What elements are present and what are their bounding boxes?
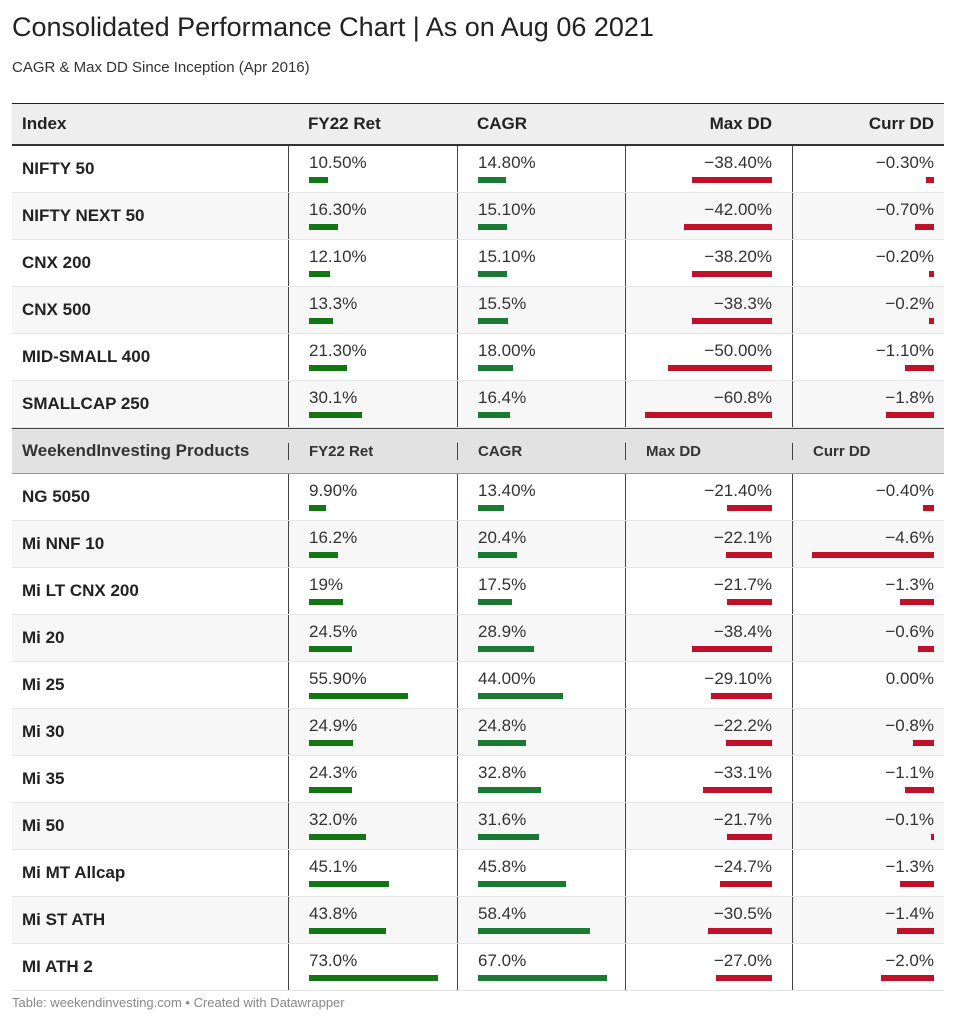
value-curr-dd: −0.70%: [875, 200, 934, 219]
cell-curr-dd: [792, 615, 944, 661]
row-name: MI ATH 2: [22, 957, 93, 976]
value-curr-dd: −1.3%: [885, 857, 934, 876]
row-name: Mi 20: [22, 628, 65, 647]
bar-cagr: [478, 177, 506, 183]
value-max-dd: −30.5%: [713, 904, 772, 923]
value-curr-dd: −1.4%: [885, 904, 934, 923]
value-fy22-ret: 21.30%: [309, 341, 367, 360]
cell-curr-dd: [792, 146, 944, 192]
cell-cagr: [457, 568, 625, 614]
cell-max-dd: [625, 897, 792, 943]
cell-fy22-ret: [288, 662, 457, 708]
cell-fy22-ret: [288, 944, 457, 990]
value-curr-dd: −0.20%: [875, 247, 934, 266]
cell-max-dd: [625, 850, 792, 896]
cell-fy22-ret: [288, 521, 457, 567]
bar-cagr: [478, 693, 563, 699]
bar-curr-dd: [915, 224, 934, 230]
bar-cagr: [478, 599, 512, 605]
value-cagr: 18.00%: [478, 341, 536, 360]
value-curr-dd: −0.1%: [885, 810, 934, 829]
bar-max-dd: [645, 412, 772, 418]
cell-curr-dd: [792, 850, 944, 896]
value-max-dd: −38.3%: [713, 294, 772, 313]
bar-fy22-ret: [309, 834, 366, 840]
bar-fy22-ret: [309, 881, 389, 887]
value-fy22-ret: 16.2%: [309, 528, 358, 547]
bar-cagr: [478, 928, 590, 934]
value-fy22-ret: 24.5%: [309, 622, 358, 641]
cell-cagr: [457, 521, 625, 567]
value-curr-dd: −1.1%: [885, 763, 934, 782]
value-curr-dd: −2.0%: [885, 951, 934, 970]
value-fy22-ret: 55.90%: [309, 669, 367, 688]
products-subheader: [12, 428, 944, 474]
table-row: [12, 240, 944, 287]
table-row: [12, 146, 944, 193]
cell-cagr: [457, 334, 625, 380]
bar-max-dd: [726, 552, 772, 558]
bar-curr-dd: [886, 412, 934, 418]
subheader-fy22-ret: FY22 Ret: [288, 443, 457, 460]
cell-curr-dd: [792, 568, 944, 614]
value-max-dd: −60.8%: [713, 388, 772, 407]
cell-max-dd: [625, 944, 792, 990]
row-name: MID-SMALL 400: [22, 347, 151, 366]
table-row: [12, 662, 944, 709]
bar-max-dd: [711, 693, 772, 699]
row-name: NIFTY NEXT 50: [22, 206, 145, 225]
bar-max-dd: [692, 318, 772, 324]
cell-cagr: [457, 381, 625, 427]
table-row: [12, 381, 944, 428]
cell-max-dd: [625, 381, 792, 427]
value-max-dd: −24.7%: [713, 857, 772, 876]
bar-fy22-ret: [309, 177, 328, 183]
value-curr-dd: −1.8%: [885, 388, 934, 407]
value-max-dd: −38.40%: [704, 153, 772, 172]
cell-fy22-ret: [288, 474, 457, 520]
value-curr-dd: −1.3%: [885, 575, 934, 594]
bar-cagr: [478, 271, 507, 277]
bar-fy22-ret: [309, 787, 352, 793]
value-fy22-ret: 73.0%: [309, 951, 358, 970]
value-cagr: 28.9%: [478, 622, 527, 641]
cell-cagr: [457, 897, 625, 943]
value-fy22-ret: 16.30%: [309, 200, 367, 219]
value-curr-dd: 0.00%: [885, 669, 934, 688]
cell-fy22-ret: [288, 615, 457, 661]
bar-cagr: [478, 505, 504, 511]
value-curr-dd: −1.10%: [875, 341, 934, 360]
value-max-dd: −21.40%: [704, 481, 772, 500]
row-name: Mi MT Allcap: [22, 863, 126, 882]
cell-curr-dd: [792, 756, 944, 802]
cell-curr-dd: [792, 944, 944, 990]
bar-curr-dd: [918, 646, 934, 652]
header-cagr[interactable]: CAGR: [477, 114, 528, 133]
bar-fy22-ret: [309, 505, 326, 511]
value-curr-dd: −4.6%: [885, 528, 934, 547]
row-name: SMALLCAP 250: [22, 394, 150, 413]
bar-fy22-ret: [309, 318, 333, 324]
cell-cagr: [457, 850, 625, 896]
cell-max-dd: [625, 803, 792, 849]
bar-max-dd: [726, 740, 772, 746]
cell-fy22-ret: [288, 709, 457, 755]
table-row: [12, 521, 944, 568]
bar-max-dd: [703, 787, 772, 793]
value-max-dd: −50.00%: [704, 341, 772, 360]
table-row: [12, 615, 944, 662]
value-curr-dd: −0.8%: [885, 716, 934, 735]
bar-max-dd: [716, 975, 772, 981]
cell-curr-dd: [792, 240, 944, 286]
value-fy22-ret: 19%: [309, 575, 344, 594]
row-name: Mi 25: [22, 675, 65, 694]
value-max-dd: −27.0%: [713, 951, 772, 970]
value-cagr: 17.5%: [478, 575, 527, 594]
cell-max-dd: [625, 193, 792, 239]
bar-fy22-ret: [309, 693, 408, 699]
bar-fy22-ret: [309, 224, 338, 230]
bar-max-dd: [692, 177, 772, 183]
bar-curr-dd: [931, 834, 934, 840]
header-fy22-ret[interactable]: FY22 Ret: [308, 114, 381, 133]
bar-fy22-ret: [309, 599, 343, 605]
bar-cagr: [478, 552, 517, 558]
table-row: [12, 944, 944, 991]
row-name: NIFTY 50: [22, 159, 95, 178]
cell-curr-dd: [792, 803, 944, 849]
cell-cagr: [457, 615, 625, 661]
value-max-dd: −42.00%: [704, 200, 772, 219]
bar-fy22-ret: [309, 552, 338, 558]
bar-cagr: [478, 646, 534, 652]
row-name: Mi 30: [22, 722, 65, 741]
row-name: CNX 500: [22, 300, 91, 319]
bar-curr-dd: [900, 599, 934, 605]
bar-curr-dd: [923, 505, 934, 511]
cell-fy22-ret: [288, 568, 457, 614]
bar-curr-dd: [926, 177, 934, 183]
value-fy22-ret: 24.3%: [309, 763, 358, 782]
bar-max-dd: [692, 646, 772, 652]
cell-cagr: [457, 193, 625, 239]
value-fy22-ret: 24.9%: [309, 716, 358, 735]
value-fy22-ret: 12.10%: [309, 247, 367, 266]
value-cagr: 31.6%: [478, 810, 527, 829]
bar-curr-dd: [881, 975, 934, 981]
value-cagr: 44.00%: [478, 669, 536, 688]
value-fy22-ret: 10.50%: [309, 153, 367, 172]
cell-max-dd: [625, 521, 792, 567]
cell-cagr: [457, 756, 625, 802]
footer-credit: Table: weekendinvesting.com • Created with Datawrapper: [12, 995, 345, 1010]
cell-cagr: [457, 709, 625, 755]
value-fy22-ret: 9.90%: [309, 481, 358, 500]
row-name: Mi NNF 10: [22, 534, 105, 553]
table-row: [12, 803, 944, 850]
cell-max-dd: [625, 287, 792, 333]
cell-curr-dd: [792, 709, 944, 755]
cell-cagr: [457, 240, 625, 286]
cell-curr-dd: [792, 193, 944, 239]
bar-cagr: [478, 412, 510, 418]
value-cagr: 15.5%: [478, 294, 527, 313]
value-cagr: 13.40%: [478, 481, 536, 500]
cell-max-dd: [625, 568, 792, 614]
performance-table: [12, 103, 944, 991]
value-cagr: 15.10%: [478, 200, 536, 219]
row-name: Mi ST ATH: [22, 910, 106, 929]
bar-curr-dd: [900, 881, 934, 887]
bar-curr-dd: [913, 740, 934, 746]
bar-fy22-ret: [309, 365, 347, 371]
bar-cagr: [478, 224, 507, 230]
bar-curr-dd: [929, 271, 934, 277]
value-max-dd: −29.10%: [704, 669, 772, 688]
value-curr-dd: −0.30%: [875, 153, 934, 172]
cell-fy22-ret: [288, 803, 457, 849]
cell-max-dd: [625, 474, 792, 520]
value-max-dd: −38.20%: [704, 247, 772, 266]
bar-cagr: [478, 740, 526, 746]
cell-cagr: [457, 662, 625, 708]
bar-max-dd: [684, 224, 772, 230]
table-header: [12, 104, 944, 146]
table-row: [12, 474, 944, 521]
subheader-cagr: CAGR: [457, 443, 625, 460]
cell-fy22-ret: [288, 287, 457, 333]
row-name: CNX 200: [22, 253, 91, 272]
table-row: [12, 756, 944, 803]
table-row: [12, 709, 944, 756]
value-cagr: 14.80%: [478, 153, 536, 172]
table-row: [12, 287, 944, 334]
index-rows: [12, 146, 944, 428]
bar-fy22-ret: [309, 412, 362, 418]
bar-cagr: [478, 881, 566, 887]
table-row: [12, 897, 944, 944]
value-max-dd: −22.2%: [713, 716, 772, 735]
bar-fy22-ret: [309, 928, 386, 934]
cell-curr-dd: [792, 662, 944, 708]
value-cagr: 45.8%: [478, 857, 527, 876]
value-fy22-ret: 30.1%: [309, 388, 358, 407]
header-max-dd[interactable]: Max DD: [709, 114, 772, 133]
value-cagr: 24.8%: [478, 716, 527, 735]
value-max-dd: −22.1%: [713, 528, 772, 547]
bar-max-dd: [727, 599, 772, 605]
value-cagr: 20.4%: [478, 528, 527, 547]
cell-cagr: [457, 287, 625, 333]
cell-fy22-ret: [288, 334, 457, 380]
table-row: [12, 850, 944, 897]
cell-cagr: [457, 474, 625, 520]
bar-cagr: [478, 975, 607, 981]
cell-fy22-ret: [288, 850, 457, 896]
cell-max-dd: [625, 334, 792, 380]
bar-curr-dd: [897, 928, 934, 934]
cell-curr-dd: [792, 897, 944, 943]
value-fy22-ret: 45.1%: [309, 857, 358, 876]
bar-max-dd: [727, 834, 772, 840]
cell-curr-dd: [792, 287, 944, 333]
cell-fy22-ret: [288, 146, 457, 192]
cell-fy22-ret: [288, 193, 457, 239]
value-max-dd: −21.7%: [713, 575, 772, 594]
cell-curr-dd: [792, 521, 944, 567]
row-name: NG 5050: [22, 487, 91, 506]
cell-max-dd: [625, 662, 792, 708]
value-cagr: 67.0%: [478, 951, 527, 970]
cell-fy22-ret: [288, 897, 457, 943]
bar-cagr: [478, 834, 539, 840]
bar-fy22-ret: [309, 740, 353, 746]
cell-cagr: [457, 803, 625, 849]
table-row: [12, 193, 944, 240]
subheader-curr-dd: Curr DD: [792, 443, 944, 460]
cell-cagr: [457, 146, 625, 192]
bar-fy22-ret: [309, 646, 352, 652]
bar-cagr: [478, 365, 513, 371]
cell-curr-dd: [792, 474, 944, 520]
cell-curr-dd: [792, 334, 944, 380]
subheader-products: WeekendInvesting Products: [22, 441, 250, 460]
bar-max-dd: [727, 505, 772, 511]
cell-max-dd: [625, 756, 792, 802]
value-curr-dd: −0.6%: [885, 622, 934, 641]
bar-max-dd: [668, 365, 772, 371]
cell-max-dd: [625, 709, 792, 755]
cell-fy22-ret: [288, 381, 457, 427]
bar-max-dd: [692, 271, 772, 277]
bar-curr-dd: [905, 787, 934, 793]
bar-max-dd: [708, 928, 772, 934]
value-fy22-ret: 43.8%: [309, 904, 358, 923]
bar-curr-dd: [929, 318, 934, 324]
table-row: [12, 568, 944, 615]
cell-cagr: [457, 944, 625, 990]
bar-max-dd: [720, 881, 772, 887]
cell-fy22-ret: [288, 756, 457, 802]
cell-fy22-ret: [288, 240, 457, 286]
bar-cagr: [478, 787, 541, 793]
chart-title: Consolidated Performance Chart | As on Aug 06 2021: [12, 12, 654, 42]
value-cagr: 32.8%: [478, 763, 527, 782]
bar-fy22-ret: [309, 975, 438, 981]
chart-subtitle: CAGR & Max DD Since Inception (Apr 2016): [12, 59, 310, 76]
bar-cagr: [478, 318, 508, 324]
value-max-dd: −38.4%: [713, 622, 772, 641]
bar-curr-dd: [812, 552, 934, 558]
subheader-max-dd: Max DD: [625, 443, 792, 460]
cell-curr-dd: [792, 381, 944, 427]
value-curr-dd: −0.2%: [885, 294, 934, 313]
value-cagr: 16.4%: [478, 388, 527, 407]
cell-max-dd: [625, 240, 792, 286]
value-cagr: 58.4%: [478, 904, 527, 923]
row-name: Mi 50: [22, 816, 65, 835]
bar-fy22-ret: [309, 271, 330, 277]
header-curr-dd[interactable]: Curr DD: [868, 114, 934, 133]
value-fy22-ret: 13.3%: [309, 294, 358, 313]
value-max-dd: −33.1%: [713, 763, 772, 782]
value-max-dd: −21.7%: [713, 810, 772, 829]
table-row: [12, 334, 944, 381]
value-curr-dd: −0.40%: [875, 481, 934, 500]
bar-curr-dd: [905, 365, 934, 371]
product-rows: [12, 474, 944, 991]
row-name: Mi LT CNX 200: [22, 581, 139, 600]
value-cagr: 15.10%: [478, 247, 536, 266]
row-name: Mi 35: [22, 769, 65, 788]
cell-max-dd: [625, 146, 792, 192]
header-index[interactable]: Index: [22, 114, 67, 133]
cell-max-dd: [625, 615, 792, 661]
value-fy22-ret: 32.0%: [309, 810, 358, 829]
